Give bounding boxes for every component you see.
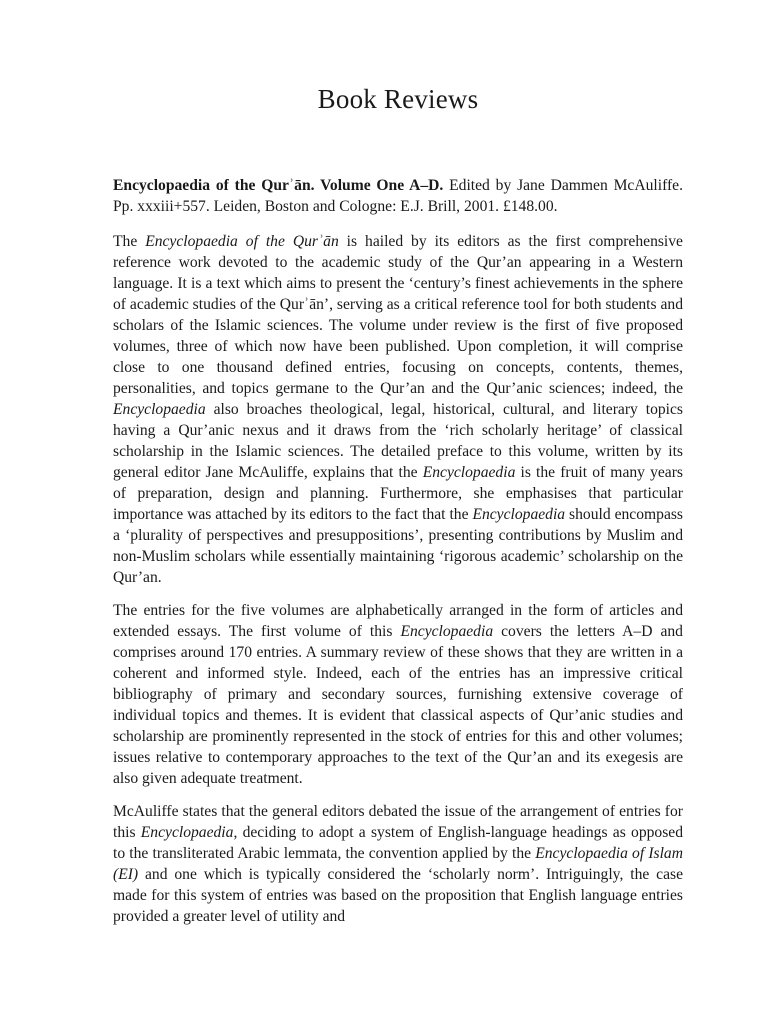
page-title: Book Reviews — [317, 84, 479, 114]
p1-seg-9: should encompass a ‘plurality of perspectives and presuppositions’, presenting contributions by Muslim and non-Muslim scholars while essentially maintaining ‘rigorous academic’ scholarship on the Qur’an. — [113, 506, 683, 586]
book-details: Edited by Jane Dammen McAuliffe. Pp. xxxiii+557. Leiden, Boston and Cologne: E.J. Brill, 2001. £148.00. — [113, 177, 684, 215]
p1-seg-2: Encyclopaedia of the Qurʾān — [145, 233, 339, 250]
p3-seg-2: Encyclopaedia — [140, 824, 234, 841]
paragraph-3 — [113, 801, 683, 927]
p1-seg-5: also broaches theological, legal, historical, cultural, and literary topics having a Qur’anic nexus and it draws from the ‘rich scholarly heritage’ of classical scholarship in the Islamic sciences. The detailed preface to this volume, written by its general editor Jane McAuliffe, explains that the — [113, 401, 683, 481]
p3-seg-5: and one which is typically considered the ‘scholarly norm’. Intriguingly, the case made for this system of entries was based on the proposition that English language entries provided a greater level of utility and — [113, 866, 683, 925]
p3-seg-3: , deciding to adopt a system of English-language headings as opposed to the transliterated Arabic lemmata, the convention applied by the — [113, 824, 683, 862]
book-citation — [113, 175, 683, 217]
p2-seg-2: Encyclopaedia — [400, 623, 494, 640]
p1-seg-7: is the fruit of many years of preparation, design and planning. Furthermore, she emphasises that particular importance was attached by its editors to the fact that the — [113, 464, 683, 523]
p2-seg-3: covers the letters A–D and comprises around 170 entries. A summary review of these shows that they are written in a coherent and informed style. Indeed, each of the entries has an impressive critical bibliography of primary and secondary sources, furnishing extensive coverage of individual topics and themes. It is evident that classical aspects of Qur’anic studies and scholarship are prominently represented in the stock of entries for this and other volumes; issues relative to contemporary approaches to the text of the Qur’an and its exegesis are also given adequate treatment. — [113, 623, 683, 787]
p1-seg-4: Encyclopaedia — [113, 401, 206, 418]
p1-seg-6: Encyclopaedia — [422, 464, 516, 481]
p2-seg-1: The entries for the five volumes are alphabetically arranged in the form of articles and extended essays. The first volume of this — [113, 602, 683, 640]
paragraph-2 — [113, 600, 683, 789]
p3-seg-4: Encyclopaedia of Islam (EI) — [113, 845, 683, 883]
p3-seg-1: McAuliffe states that the general editors debated the issue of the arrangement of entries for this — [113, 803, 683, 841]
p1-seg-3: is hailed by its editors as the first comprehensive reference work devoted to the academic study of the Qur’an appearing in a Western language. It is a text which aims to present the ‘century’s finest achievements in the sphere of academic studies of the Qurʾān’, serving as a critical reference tool for both students and scholars of the Islamic sciences. The volume under review is the first of five proposed volumes, three of which now have been published. Upon completion, it will comprise close to one thousand defined entries, focusing on concepts, contents, themes, personalities, and topics germane to the Qur’an and the Qur’anic sciences; indeed, the — [113, 233, 683, 397]
p1-seg-8: Encyclopaedia — [472, 506, 566, 523]
paragraph-1 — [113, 231, 683, 588]
review-body — [113, 175, 683, 939]
p1-seg-1: The — [113, 233, 146, 250]
book-title: Encyclopaedia of the Qurʾān. Volume One A–D. — [113, 177, 444, 194]
